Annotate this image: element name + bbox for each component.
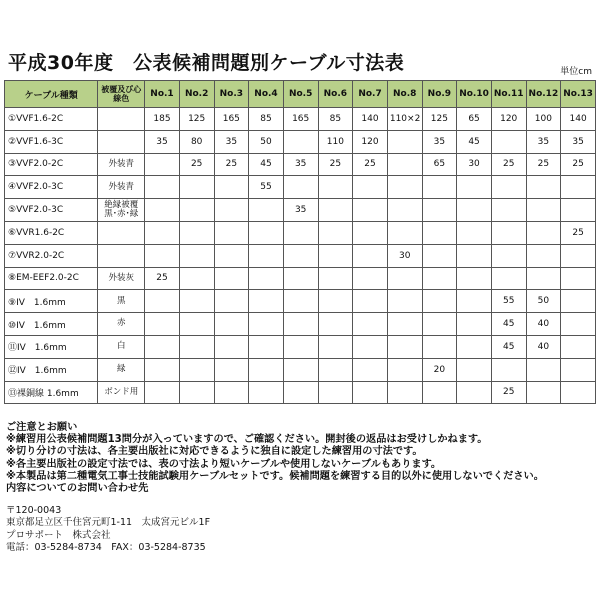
length-cell: 25 [145,267,180,290]
length-cell: 125 [422,108,457,131]
length-cell: 35 [422,130,457,153]
covering-color-cell: ボンド用 [98,381,145,404]
length-cell [422,335,457,358]
length-cell [214,244,249,267]
table-row [5,313,596,336]
length-cell: 120 [353,130,388,153]
length-cell [561,381,596,404]
note-line: 内容についてのお問い合わせ先 [6,483,149,495]
length-cell [422,313,457,336]
length-cell: 140 [353,108,388,131]
length-cell [283,358,318,381]
cable-type-cell: ⑦VVR2.0-2C [5,244,98,267]
length-cell [561,290,596,313]
length-cell [561,335,596,358]
length-cell [214,176,249,199]
length-cell [353,199,388,222]
length-cell [457,244,492,267]
note-line: ※練習用公表候補問題13問分が入っていますので、ご確認ください。開封後の返品はお受けしかねます。 [6,434,488,446]
covering-color-cell: 白 [98,335,145,358]
length-cell [179,358,214,381]
length-cell: 65 [457,108,492,131]
length-cell [283,244,318,267]
length-cell [526,176,561,199]
length-cell: 35 [283,199,318,222]
length-cell: 185 [145,108,180,131]
header-column: No.8 [387,81,422,108]
cable-type-cell: ⑥VVR1.6-2C [5,221,98,244]
length-cell [283,335,318,358]
length-cell: 165 [214,108,249,131]
length-cell [318,176,353,199]
length-cell [353,381,388,404]
cable-type-cell: ④VVF2.0-3C [5,176,98,199]
table-row [5,358,596,381]
length-cell [491,176,526,199]
length-cell [283,381,318,404]
table-row [5,244,596,267]
table-row [5,153,596,176]
length-cell [179,267,214,290]
header-row [5,81,596,108]
length-cell [457,313,492,336]
length-cell [179,290,214,313]
length-cell: 20 [422,358,457,381]
note-line: ご注意とお願い [6,422,78,433]
length-cell: 25 [526,153,561,176]
length-cell [145,176,180,199]
length-cell [145,313,180,336]
length-cell [145,244,180,267]
length-cell: 125 [179,108,214,131]
length-cell: 45 [249,153,284,176]
length-cell [214,290,249,313]
length-cell [491,267,526,290]
length-cell: 55 [249,176,284,199]
cable-type-cell: ⑨IV 1.6mm [5,290,98,313]
cable-type-cell: ③VVF2.0-2C [5,153,98,176]
length-cell [179,244,214,267]
length-cell [179,313,214,336]
length-cell [283,130,318,153]
contact-line: 〒120-0043 [6,505,62,516]
length-cell [457,358,492,381]
length-cell: 50 [526,290,561,313]
length-cell [318,199,353,222]
contact-line: 東京都足立区千住宮元町1-11 太成宮元ビル1F [6,517,211,529]
length-cell: 85 [249,108,284,131]
length-cell [214,381,249,404]
length-cell: 30 [387,244,422,267]
length-cell [249,244,284,267]
length-cell: 35 [283,153,318,176]
length-cell: 40 [526,335,561,358]
header-column: No.12 [526,81,561,108]
length-cell [145,290,180,313]
length-cell [387,130,422,153]
length-cell [387,358,422,381]
length-cell [353,313,388,336]
length-cell [387,290,422,313]
length-cell: 100 [526,108,561,131]
covering-color-cell: 赤 [98,313,145,336]
cable-type-cell: ⑫IV 1.6mm [5,358,98,381]
length-cell [526,358,561,381]
length-cell [214,221,249,244]
cable-type-cell: ⑬裸銅線 1.6mm [5,381,98,404]
length-cell: 25 [214,153,249,176]
length-cell [145,199,180,222]
length-cell [457,335,492,358]
length-cell: 35 [526,130,561,153]
cable-type-cell: ⑤VVF2.0-3C [5,199,98,222]
length-cell [561,358,596,381]
length-cell [283,313,318,336]
cable-type-cell: ⑩IV 1.6mm [5,313,98,336]
length-cell [145,221,180,244]
length-cell: 110 [318,130,353,153]
length-cell [526,221,561,244]
length-cell [491,221,526,244]
length-cell [179,176,214,199]
covering-color-cell: 緑 [98,358,145,381]
length-cell [283,290,318,313]
length-cell [318,221,353,244]
table-header [5,81,596,108]
length-cell [422,290,457,313]
table-row [5,199,596,222]
length-cell: 25 [491,381,526,404]
length-cell: 165 [283,108,318,131]
length-cell [179,221,214,244]
length-cell: 35 [214,130,249,153]
note-line: ※各主要出版社の設定寸法では、表の寸法より短いケーブルや使用しないケーブルもあります。 [6,458,442,470]
length-cell [561,199,596,222]
length-cell [249,335,284,358]
length-cell [318,335,353,358]
contact-line: プロサポート 株式会社 [6,529,111,541]
length-cell: 45 [457,130,492,153]
length-cell [283,267,318,290]
table-body [5,108,596,404]
table-row [5,290,596,313]
unit-label: 単位cm [560,67,592,77]
table-row [5,176,596,199]
note-line: ※切り分けの寸法は、各主要出版社に対応できるように独自に設定した練習用の寸法です。 [6,446,423,458]
length-cell [353,335,388,358]
header-column: No.9 [422,81,457,108]
length-cell: 40 [526,313,561,336]
length-cell [387,153,422,176]
table-row [5,335,596,358]
length-cell [387,176,422,199]
length-cell [387,313,422,336]
length-cell [491,358,526,381]
length-cell [457,381,492,404]
length-cell: 25 [561,221,596,244]
length-cell [457,290,492,313]
length-cell [179,335,214,358]
length-cell [145,153,180,176]
length-cell [422,381,457,404]
length-cell [457,176,492,199]
covering-color-cell: 外装灰 [98,267,145,290]
length-cell: 110×2 [387,108,422,131]
length-cell: 35 [561,130,596,153]
length-cell [422,244,457,267]
length-cell: 140 [561,108,596,131]
header-column: No.13 [561,81,596,108]
length-cell: 45 [491,313,526,336]
length-cell [318,313,353,336]
length-cell [249,381,284,404]
length-cell [283,221,318,244]
length-cell [214,335,249,358]
length-cell [422,221,457,244]
length-cell [318,244,353,267]
length-cell [526,199,561,222]
length-cell [526,244,561,267]
header-column: No.2 [179,81,214,108]
length-cell [387,221,422,244]
length-cell [214,358,249,381]
length-cell [249,313,284,336]
header-covering-color: 被覆及び心線色 [98,81,145,108]
notes-section [6,422,596,495]
length-cell [526,267,561,290]
length-cell: 25 [353,153,388,176]
length-cell [561,267,596,290]
cable-type-cell: ②VVF1.6-3C [5,130,98,153]
header-column: No.10 [457,81,492,108]
length-cell [318,358,353,381]
length-cell [387,335,422,358]
length-cell [353,267,388,290]
length-cell [179,381,214,404]
covering-color-cell [98,221,145,244]
length-cell [491,130,526,153]
length-cell [387,267,422,290]
length-cell [179,199,214,222]
length-cell [422,199,457,222]
length-cell: 25 [318,153,353,176]
table-row [5,108,596,131]
covering-color-cell: 外装青 [98,176,145,199]
length-cell [249,199,284,222]
length-cell [561,244,596,267]
length-cell: 45 [491,335,526,358]
header-cable-type: ケーブル種類 [5,81,98,108]
header-column: No.11 [491,81,526,108]
table-row [5,130,596,153]
page-title: 平成30年度 公表候補問題別ケーブル寸法表 [8,52,405,74]
cable-dimension-table [4,80,596,404]
length-cell [249,267,284,290]
length-cell [491,199,526,222]
length-cell: 25 [491,153,526,176]
covering-color-cell [98,108,145,131]
length-cell: 55 [491,290,526,313]
header-column: No.1 [145,81,180,108]
table-row [5,381,596,404]
length-cell [422,267,457,290]
length-cell [387,381,422,404]
table-row [5,221,596,244]
length-cell [318,267,353,290]
length-cell: 85 [318,108,353,131]
length-cell [145,358,180,381]
length-cell: 25 [179,153,214,176]
covering-color-cell: 絶縁被覆 黒･赤･緑 [98,199,145,222]
header-column: No.3 [214,81,249,108]
length-cell: 35 [145,130,180,153]
covering-color-cell: 外装青 [98,153,145,176]
header-column: No.7 [353,81,388,108]
length-cell: 80 [179,130,214,153]
length-cell [214,313,249,336]
length-cell [491,244,526,267]
note-line: ※本製品は第二種電気工事士技能試験用ケーブルセットです。候補問題を練習する目的以外に使用しないでください。 [6,470,544,482]
length-cell [457,267,492,290]
covering-color-cell [98,130,145,153]
length-cell [318,381,353,404]
covering-color-cell [98,244,145,267]
header-column: No.4 [249,81,284,108]
cable-type-cell: ⑧EM-EEF2.0-2C [5,267,98,290]
contact-section [6,505,210,554]
length-cell [561,176,596,199]
length-cell: 65 [422,153,457,176]
length-cell [214,199,249,222]
length-cell [353,290,388,313]
cable-type-cell: ①VVF1.6-2C [5,108,98,131]
length-cell [422,176,457,199]
header-column: No.6 [318,81,353,108]
length-cell [457,221,492,244]
length-cell [318,290,353,313]
length-cell [561,313,596,336]
length-cell: 30 [457,153,492,176]
cable-type-cell: ⑪IV 1.6mm [5,335,98,358]
header-column: No.5 [283,81,318,108]
length-cell [145,381,180,404]
length-cell: 120 [491,108,526,131]
table-row [5,267,596,290]
length-cell [353,176,388,199]
length-cell [353,244,388,267]
length-cell [249,221,284,244]
contact-line: 電話：03-5284-8734 FAX：03-5284-8735 [6,541,206,553]
length-cell [249,290,284,313]
length-cell [353,358,388,381]
length-cell [457,199,492,222]
length-cell [526,381,561,404]
length-cell: 50 [249,130,284,153]
length-cell: 25 [561,153,596,176]
length-cell [214,267,249,290]
length-cell [283,176,318,199]
length-cell [387,199,422,222]
length-cell [145,335,180,358]
covering-color-cell: 黒 [98,290,145,313]
length-cell [353,221,388,244]
length-cell [249,358,284,381]
